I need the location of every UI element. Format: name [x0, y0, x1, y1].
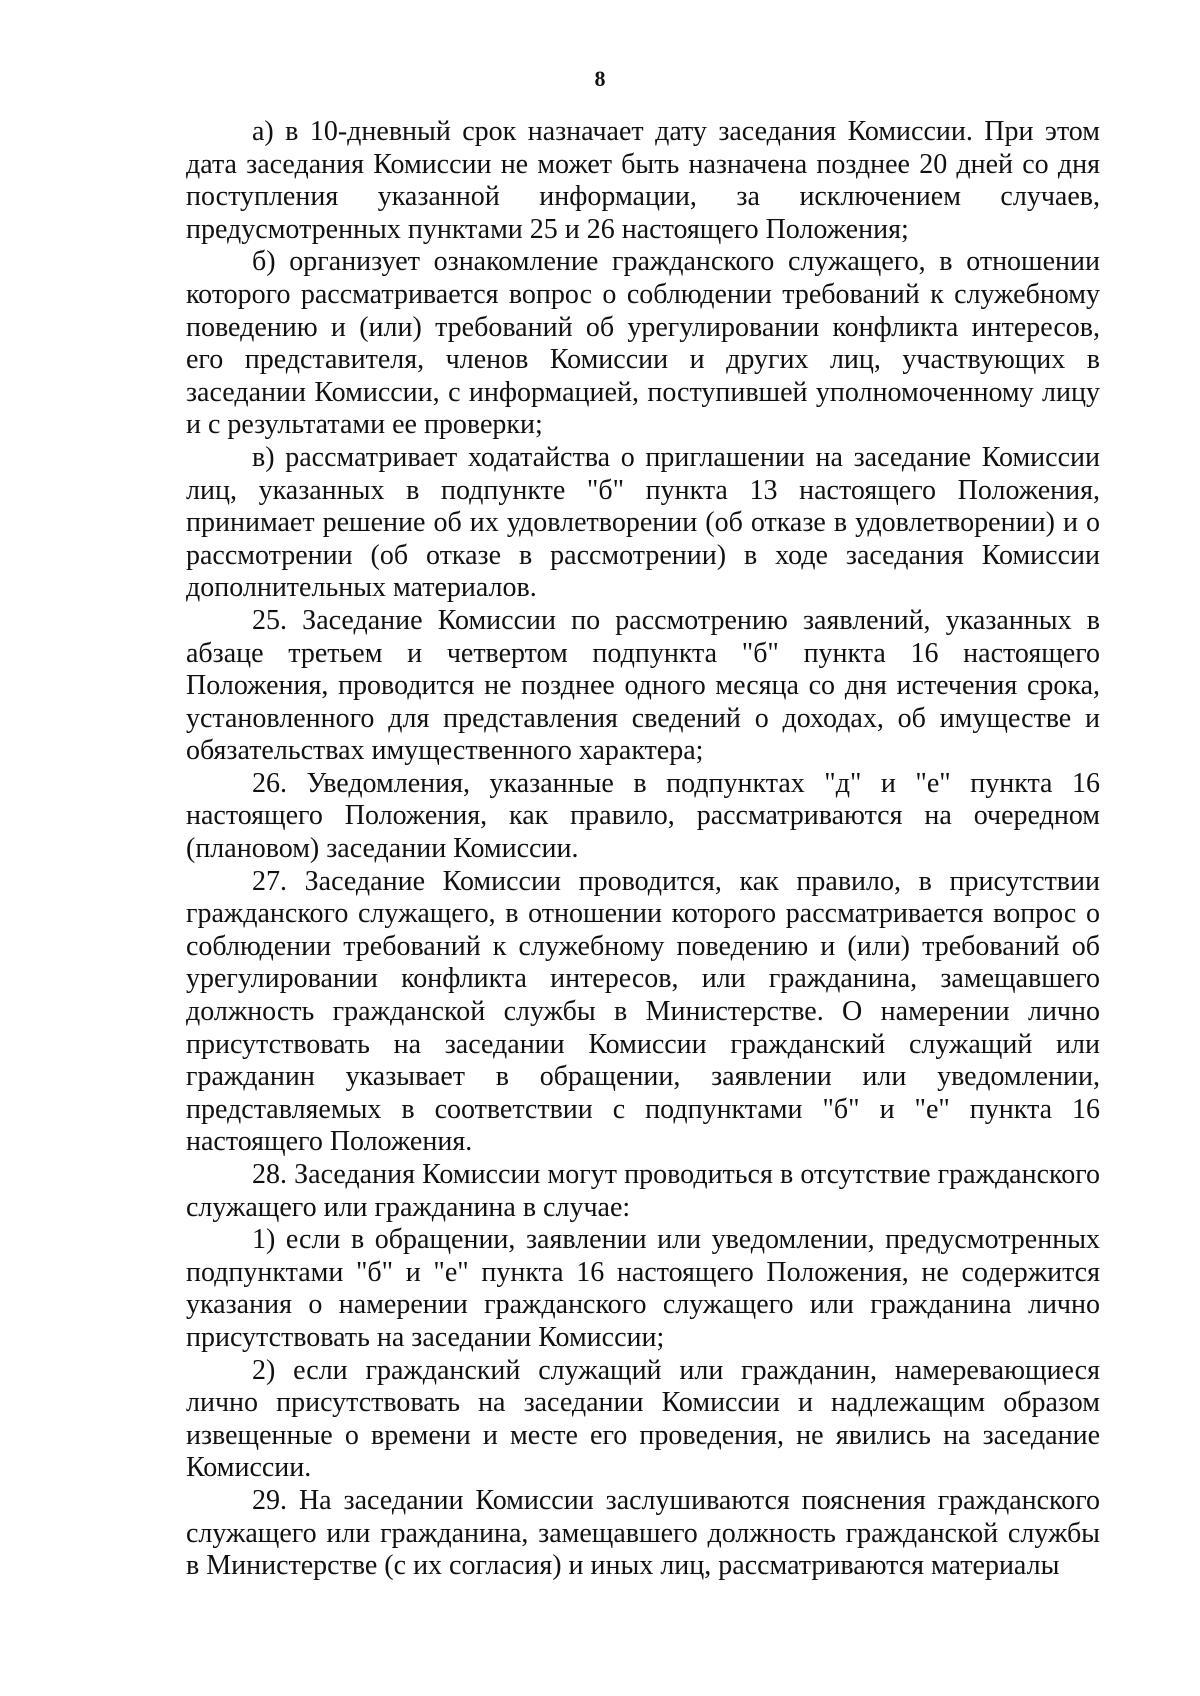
paragraph-27: 27. Заседание Комиссии проводится, как правило, в присутствии гражданского служащего, в отношении которого рассматривается вопрос о соблюдении требований к служебному поведению и (или) требований об урегулировании конфликта интересов, или гражданина, замещавшего должность гражданской службы в Министерстве. О намерении лично присутствовать на заседании Комиссии гражданский служащий или гражданин указывает в обращении, заявлении или уведомлении, представляемых в соответствии с подпунктами "б" и "е" пункта 16 настоящего Положения.	[186, 865, 1100, 1158]
paragraph-26: 26. Уведомления, указанные в подпунктах "д" и "е" пункта 16 настоящего Положения, как правило, рассматриваются на очередном (плановом) заседании Комиссии.	[186, 767, 1100, 865]
page-number: 8	[594, 66, 606, 91]
paragraph-28: 28. Заседания Комиссии могут проводиться в отсутствие гражданского служащего или гражданина в случае:	[186, 1159, 1100, 1223]
paragraph-25: 25. Заседание Комиссии по рассмотрению заявлений, указанных в абзаце третьем и четвертом подпункта "б" пункта 16 настоящего Положения, проводится не позднее одного месяца со дня истечения срока, установленного для представления сведений о доходах, об имуществе и обязательствах имущественного характера;	[186, 604, 1100, 767]
paragraph-29: 29. На заседании Комиссии заслушиваются пояснения гражданского служащего или гражданина, замещавшего должность гражданской службы в Министерстве (с их согласия) и иных лиц, рассматриваются материалы	[186, 1484, 1100, 1582]
paragraph-b: б) организует ознакомление гражданского служащего, в отношении которого рассматривается вопрос о соблюдении требований к служебному поведению и (или) требований об урегулировании конфликта интересов, его представителя, членов Комиссии и других лиц, участвующих в заседании Комиссии, с информацией, поступившей уполномоченному лицу и с результатами ее проверки;	[186, 246, 1100, 441]
paragraph-28-1: 1) если в обращении, заявлении или уведомлении, предусмотренных подпунктами "б" и "е" пункта 16 настоящего Положения, не содержится указания о намерении гражданского служащего или гражданина лично присутствовать на заседании Комиссии;	[186, 1224, 1100, 1353]
paragraph-28-2: 2) если гражданский служащий или гражданин, намеревающиеся лично присутствовать на заседании Комиссии и надлежащим образом извещенные о времени и месте его проведения, не явились на заседание Комиссии.	[186, 1354, 1100, 1484]
document-body	[186, 116, 1100, 1583]
paragraph-v: в) рассматривает ходатайства о приглашении на заседание Комиссии лиц, указанных в подпункте "б" пункта 13 настоящего Положения, принимает решение об их удовлетворении (об отказе в удовлетворении) и о рассмотрении (об отказе в рассмотрении) в ходе заседания Комиссии дополнительных материалов.	[186, 441, 1100, 604]
paragraph-a: а) в 10-дневный срок назначает дату заседания Комиссии. При этом дата заседания Комиссии не может быть назначена позднее 20 дней со дня поступления указанной информации, за исключением случаев, предусмотренных пунктами 25 и 26 настоящего Положения;	[186, 116, 1100, 245]
